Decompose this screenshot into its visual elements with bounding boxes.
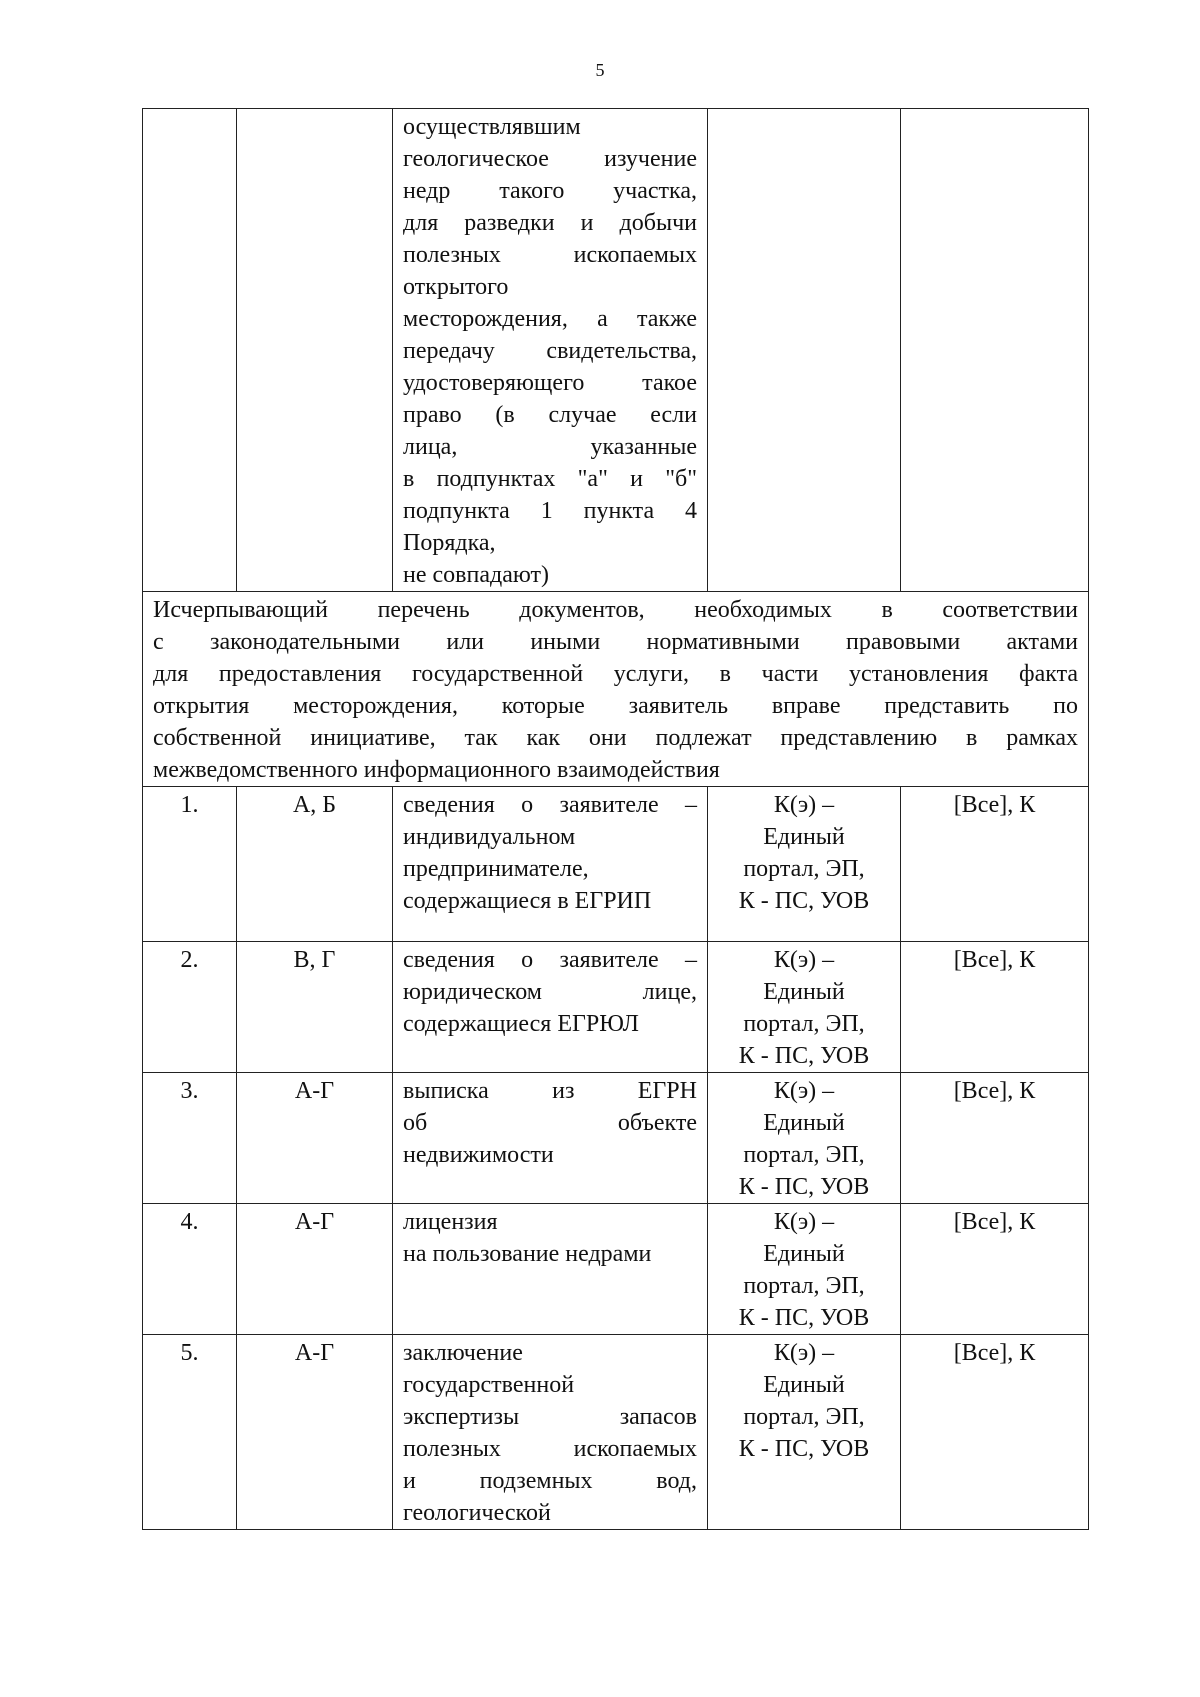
description-line: содержащиеся в ЕГРИП [403,888,652,914]
text-line: не совпадают) [403,562,549,588]
row-number: 1. [180,792,199,818]
table-row [143,1335,1089,1530]
channel-line: К - ПС, УОВ [738,1043,870,1069]
continued-description-cell [393,109,708,592]
table-row [143,942,1089,1073]
text-line: осуществлявшим [403,114,581,140]
scope-value: [Все], К [953,1340,1036,1366]
table-row [143,1073,1089,1204]
continued-channel-cell [708,109,901,592]
channel-line: Единый [763,1372,845,1398]
channel-line: К(э) – [773,1209,835,1235]
submission-channel [708,942,900,1072]
text-line: удостоверяющего такое [403,370,697,396]
document-description [393,1204,707,1270]
text-line: открытого [403,274,509,300]
row-number-cell [143,787,237,942]
row-number-cell [143,1204,237,1335]
submission-channel [708,1335,900,1465]
row-number-cell [143,942,237,1073]
description-line: государственной [403,1372,575,1398]
description-line: выписка из ЕГРН [403,1078,697,1104]
row-number: 3. [180,1078,199,1104]
submission-channel [708,1204,900,1334]
description-cell [393,1335,708,1530]
row-number-cell [143,1335,237,1530]
documents-table-body [143,109,1089,1530]
applicants-cell [237,787,393,942]
channel-line: К - ПС, УОВ [738,1174,870,1200]
channel-line: Единый [763,824,845,850]
document-description [393,787,707,941]
text-line: Порядка, [403,530,496,556]
applicants-cell [237,1204,393,1335]
section-header-line: Исчерпывающий перечень документов, необходимых в соответствии [153,597,1078,623]
table-row [143,787,1089,942]
channel-line: К(э) – [773,1340,835,1366]
text-line: для разведки и добычи [403,210,697,236]
section-header-cell [143,592,1089,787]
section-header-line: для предоставления государственной услуги, в части установления факта [153,661,1078,687]
document-description [393,942,707,1040]
applicants-cell [237,1073,393,1204]
applicant-categories: А-Г [294,1209,335,1235]
description-line: заключение [403,1340,523,1366]
text-line: недр такого участка, [403,178,697,204]
channel-line: К(э) – [773,1078,835,1104]
channel-cell [708,1204,901,1335]
channel-line: портал, ЭП, [743,1404,865,1430]
description-line: юридическом лице, [403,979,697,1005]
text-line: геологическое изучение [403,146,697,172]
description-line: и подземных вод, [403,1468,697,1494]
channel-line: портал, ЭП, [743,1273,865,1299]
page-number: 5 [595,60,605,80]
spacer [403,917,697,941]
row-number-cell [143,1073,237,1204]
channel-line: К(э) – [773,947,835,973]
channel-cell [708,1335,901,1530]
submission-channel [708,1073,900,1203]
scope-value: [Все], К [953,1209,1036,1235]
channel-line: портал, ЭП, [743,1011,865,1037]
section-header-text [153,594,1078,786]
channel-line: Единый [763,979,845,1005]
text-line: подпункта 1 пункта 4 [403,498,697,524]
description-line: сведения о заявителе – [403,792,697,818]
continued-row [143,109,1089,592]
text-line: полезных ископаемых [403,242,697,268]
document-description [393,1335,707,1529]
text-line: право (в случае если [403,402,697,428]
channel-line: портал, ЭП, [743,856,865,882]
applicant-categories: А-Г [294,1340,335,1366]
description-line: об объекте [403,1110,697,1136]
description-line: сведения о заявителе – [403,947,697,973]
channel-cell [708,787,901,942]
table-row [143,1204,1089,1335]
description-cell [393,1073,708,1204]
row-number: 5. [180,1340,199,1366]
text-line: лица, указанные [403,434,697,460]
description-line: экспертизы запасов [403,1404,697,1430]
continued-scope-cell [901,109,1089,592]
section-header-row [143,592,1089,787]
description-line: лицензия [403,1209,498,1235]
description-line: индивидуальном [403,824,576,850]
continued-description-text [393,109,707,591]
section-header-line: открытия месторождения, которые заявитель вправе представить по [153,693,1078,719]
channel-line: К - ПС, УОВ [738,1305,870,1331]
description-cell [393,1204,708,1335]
channel-line: К - ПС, УОВ [738,888,870,914]
applicants-cell [237,1335,393,1530]
description-line: предпринимателе, [403,856,589,882]
description-line: на пользование недрами [403,1241,652,1267]
text-line: месторождения, а также [403,306,697,332]
continued-applicants-cell [237,109,393,592]
scope-value: [Все], К [953,792,1036,818]
submission-channel [708,787,900,917]
description-line: геологической [403,1500,551,1526]
row-number: 4. [180,1209,199,1235]
description-line: полезных ископаемых [403,1436,697,1462]
channel-line: К(э) – [773,792,835,818]
scope-cell [901,942,1089,1073]
description-line: недвижимости [403,1142,554,1168]
channel-line: портал, ЭП, [743,1142,865,1168]
description-line: содержащиеся ЕГРЮЛ [403,1011,639,1037]
applicant-categories: В, Г [293,947,336,973]
channel-line: Единый [763,1110,845,1136]
document-description [393,1073,707,1171]
continued-num-cell [143,109,237,592]
applicants-cell [237,942,393,1073]
scope-value: [Все], К [953,1078,1036,1104]
text-line: передачу свидетельства, [403,338,697,364]
scope-cell [901,1204,1089,1335]
documents-table [142,108,1089,1530]
section-header-line: собственной инициативе, так как они подлежат представлению в рамках [153,725,1078,751]
description-cell [393,942,708,1073]
channel-line: Единый [763,1241,845,1267]
description-cell [393,787,708,942]
applicant-categories: А-Г [294,1078,335,1104]
section-header-line: с законодательными или иными нормативными правовыми актами [153,629,1078,655]
scope-cell [901,787,1089,942]
row-number: 2. [180,947,199,973]
channel-line: К - ПС, УОВ [738,1436,870,1462]
section-header-line: межведомственного информационного взаимодействия [153,757,720,783]
text-line: в подпунктах "а" и "б" [403,466,697,492]
scope-cell [901,1073,1089,1204]
scope-value: [Все], К [953,947,1036,973]
channel-cell [708,942,901,1073]
scope-cell [901,1335,1089,1530]
channel-cell [708,1073,901,1204]
applicant-categories: А, Б [292,792,337,818]
